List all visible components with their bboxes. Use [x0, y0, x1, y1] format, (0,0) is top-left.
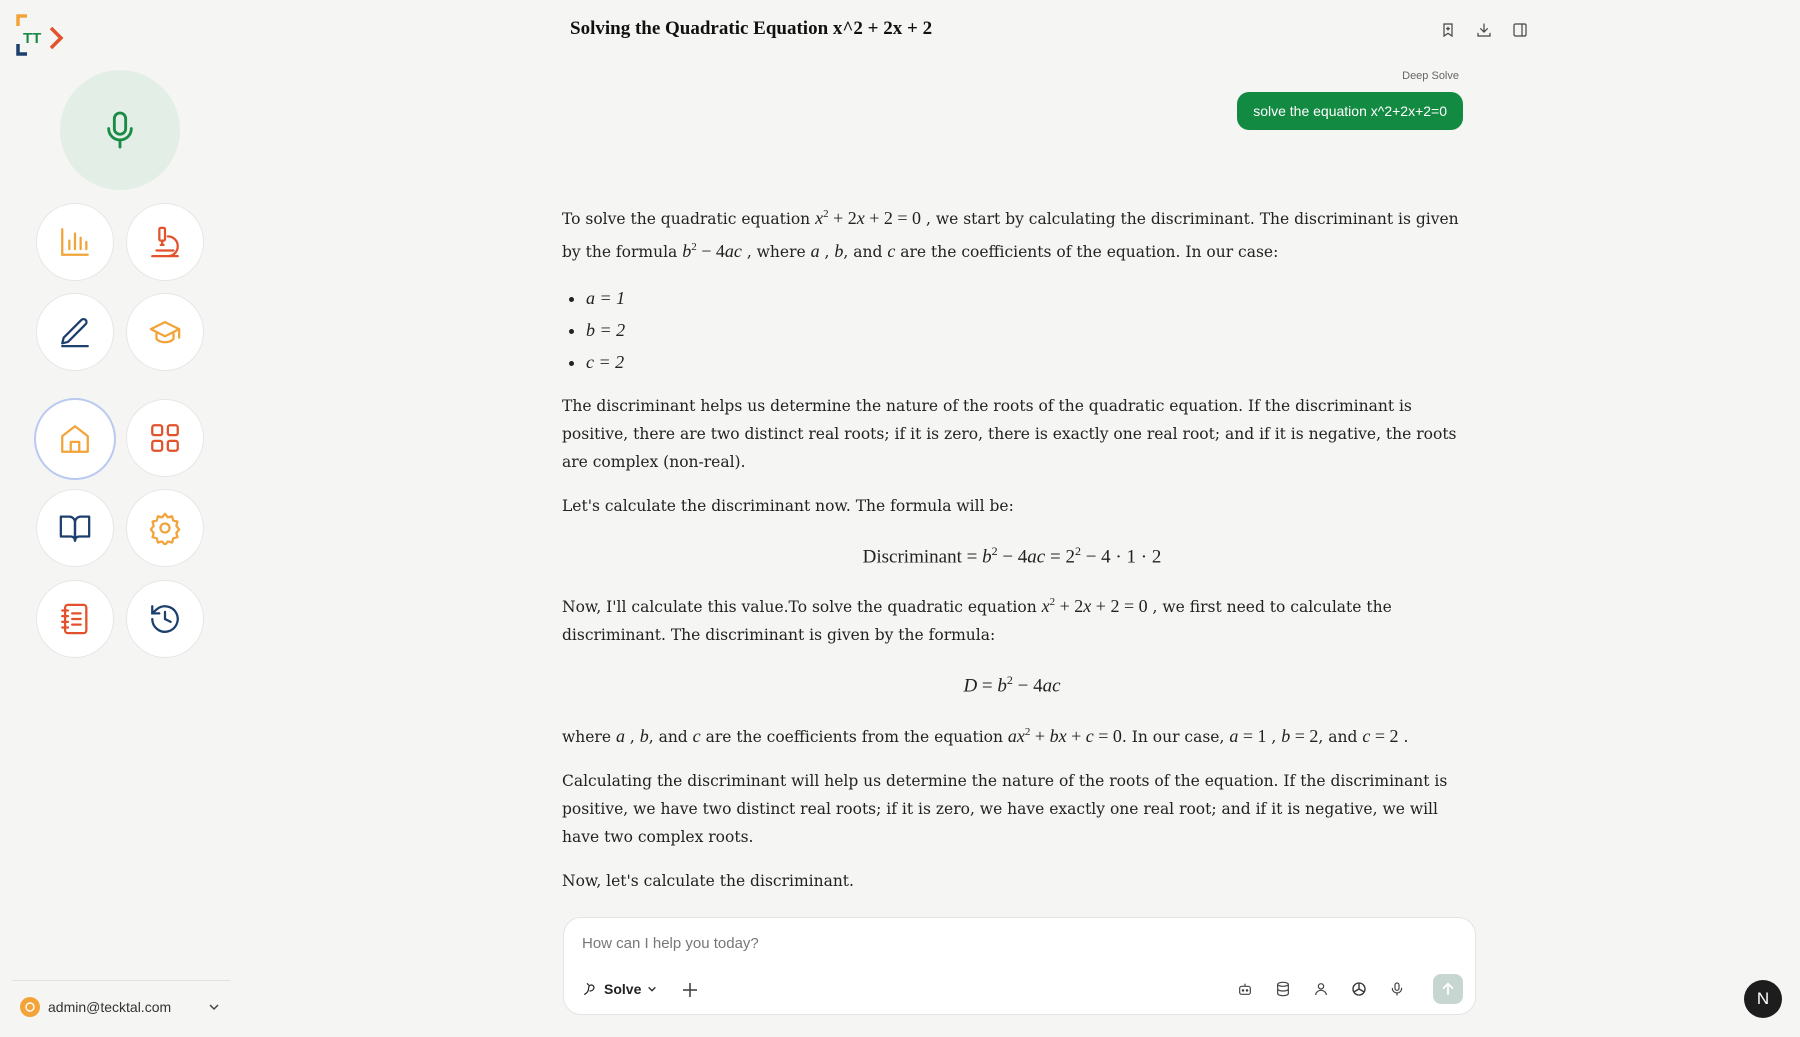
- account-menu[interactable]: [20, 995, 220, 1019]
- database-icon: [1275, 981, 1291, 997]
- answer-text: , and: [843, 243, 883, 261]
- answer-text: are the coefficients of the equation. In our case:: [900, 243, 1279, 261]
- apps-button[interactable]: [126, 399, 204, 477]
- history-icon: [148, 602, 182, 636]
- gear-icon: [148, 511, 182, 545]
- user-icon: [1313, 981, 1329, 997]
- microphone-icon: [1389, 981, 1405, 997]
- robot-icon: [1237, 981, 1253, 997]
- chevron-down-icon: [647, 984, 657, 994]
- openai-icon: [1350, 980, 1368, 998]
- microscope-icon: [148, 225, 182, 259]
- equation: Discriminant = $b^2 - 4ac = 2^2 - 4 \cdot 1 \cdot 2$: [862, 544, 1162, 568]
- graduation-cap-icon: [148, 315, 182, 349]
- list-item: • b = 2: [586, 314, 1462, 346]
- answer-paragraph: where a , b, and c are the coefficients from the equation $ax^2$ + bx + c = 0. In our case, a = 1 , b = 2, and c = 2 .: [562, 725, 1409, 746]
- arrow-up-icon: [1441, 982, 1455, 996]
- download-icon: [1476, 22, 1492, 38]
- history-button[interactable]: [126, 580, 204, 658]
- notes-button[interactable]: [36, 580, 114, 658]
- answer-text: , and: [1318, 727, 1358, 746]
- answer-text: are the coefficients from the equation: [705, 727, 1003, 746]
- answer-text: . In our case,: [1121, 727, 1225, 746]
- add-attachment-button[interactable]: [678, 978, 702, 1002]
- chart-icon: [58, 225, 92, 259]
- answer-paragraph: Now, let's calculate the discriminant.: [562, 871, 854, 890]
- pen-icon: [58, 315, 92, 349]
- home-icon: [58, 422, 92, 456]
- voice-assistant-button[interactable]: [60, 70, 180, 190]
- settings-button[interactable]: [126, 489, 204, 567]
- assistant-answer: [562, 200, 1462, 963]
- chevron-down-icon: [208, 1001, 220, 1013]
- tecktal-logo: [14, 12, 64, 58]
- answer-text: , we first need to calculate the discriminant. The discriminant is given by the formula:: [562, 598, 1392, 645]
- voice-input-button[interactable]: [1387, 979, 1407, 999]
- answer-text: , where: [746, 243, 806, 261]
- library-button[interactable]: [36, 489, 114, 567]
- grid-icon: [148, 421, 182, 455]
- list-item: • a = 1: [586, 282, 1462, 314]
- microphone-icon: [103, 110, 137, 150]
- list-item: • c = 2: [586, 346, 1462, 378]
- message-input[interactable]: [580, 934, 1444, 953]
- plus-icon: [682, 982, 698, 998]
- account-email: admin@tecktal.com: [48, 999, 172, 1015]
- sidebar-divider: [12, 980, 230, 981]
- answer-paragraph: Let's calculate the discriminant now. The formula will be:: [562, 497, 1014, 515]
- panel-toggle-icon: [1512, 22, 1528, 38]
- message-composer: [563, 917, 1476, 1015]
- answer-text: Now, I'll calculate this value.To solve the quadratic equation: [562, 598, 1037, 617]
- answer-text: , and: [648, 727, 688, 746]
- learn-button[interactable]: [126, 293, 204, 371]
- page-title: Solving the Quadratic Equation x^2 + 2x + 2: [570, 18, 933, 39]
- user-message: solve the equation x^2+2x+2=0: [1237, 92, 1463, 130]
- answer-paragraph: Calculating the discriminant will help us determine the nature of the roots of the equation. If the discriminant is positive, we have two distinct real roots; if it is zero, we have exactly one real root; and if it is negative, we will have two complex roots.: [562, 771, 1448, 846]
- agent-tool-button[interactable]: [1235, 979, 1255, 999]
- toggle-panel-button[interactable]: [1510, 20, 1530, 40]
- svg-text:TT: TT: [23, 30, 42, 47]
- home-button[interactable]: [34, 398, 116, 480]
- notification-badge[interactable]: N: [1744, 980, 1782, 1018]
- mode-label: Deep Solve: [1402, 70, 1459, 82]
- analytics-button[interactable]: [36, 203, 114, 281]
- answer-text: To solve the quadratic equation: [562, 210, 811, 228]
- answer-text: , we start by calculating the discriminant. The discriminant is given by the formula: [562, 210, 1459, 261]
- mode-selector[interactable]: [582, 981, 657, 997]
- lab-button[interactable]: [126, 203, 204, 281]
- answer-text: where: [562, 727, 612, 746]
- mode-label: Solve: [604, 981, 642, 997]
- coefficient-list: [562, 282, 1462, 378]
- bookmark-button[interactable]: [1438, 20, 1458, 40]
- equation-label: Discriminant: [862, 546, 962, 568]
- equation: $D = b^2 - 4ac$: [963, 673, 1061, 697]
- notebook-icon: [58, 602, 92, 636]
- bookmark-icon: [1440, 22, 1456, 38]
- solve-mode-icon: [582, 981, 598, 997]
- send-button[interactable]: [1433, 974, 1463, 1004]
- persona-tool-button[interactable]: [1311, 979, 1331, 999]
- answer-paragraph: To solve the quadratic equation $x^2 + 2x + 2 = 0$ , we start by calculating the discriminant. The discriminant is given by the formula $b^2 - 4ac$ , where a , b, and c are the coefficients of the equation. In our case:: [562, 208, 1459, 261]
- download-button[interactable]: [1474, 20, 1494, 40]
- book-icon: [58, 511, 92, 545]
- write-button[interactable]: [36, 293, 114, 371]
- database-tool-button[interactable]: [1273, 979, 1293, 999]
- answer-paragraph: Now, I'll calculate this value.To solve the quadratic equation $x^2 + 2x + 2 = 0$ , we first need to calculate the discriminant. The discriminant is given by the formula:: [562, 596, 1392, 645]
- user-avatar-icon: [24, 1001, 36, 1013]
- avatar: [20, 997, 40, 1017]
- model-tool-button[interactable]: [1349, 979, 1369, 999]
- answer-paragraph: The discriminant helps us determine the nature of the roots of the quadratic equation. If the discriminant is positive, there are two distinct real roots; if it is zero, there is exactly one real root; and if it is negative, the roots are complex (non-real).: [562, 397, 1457, 471]
